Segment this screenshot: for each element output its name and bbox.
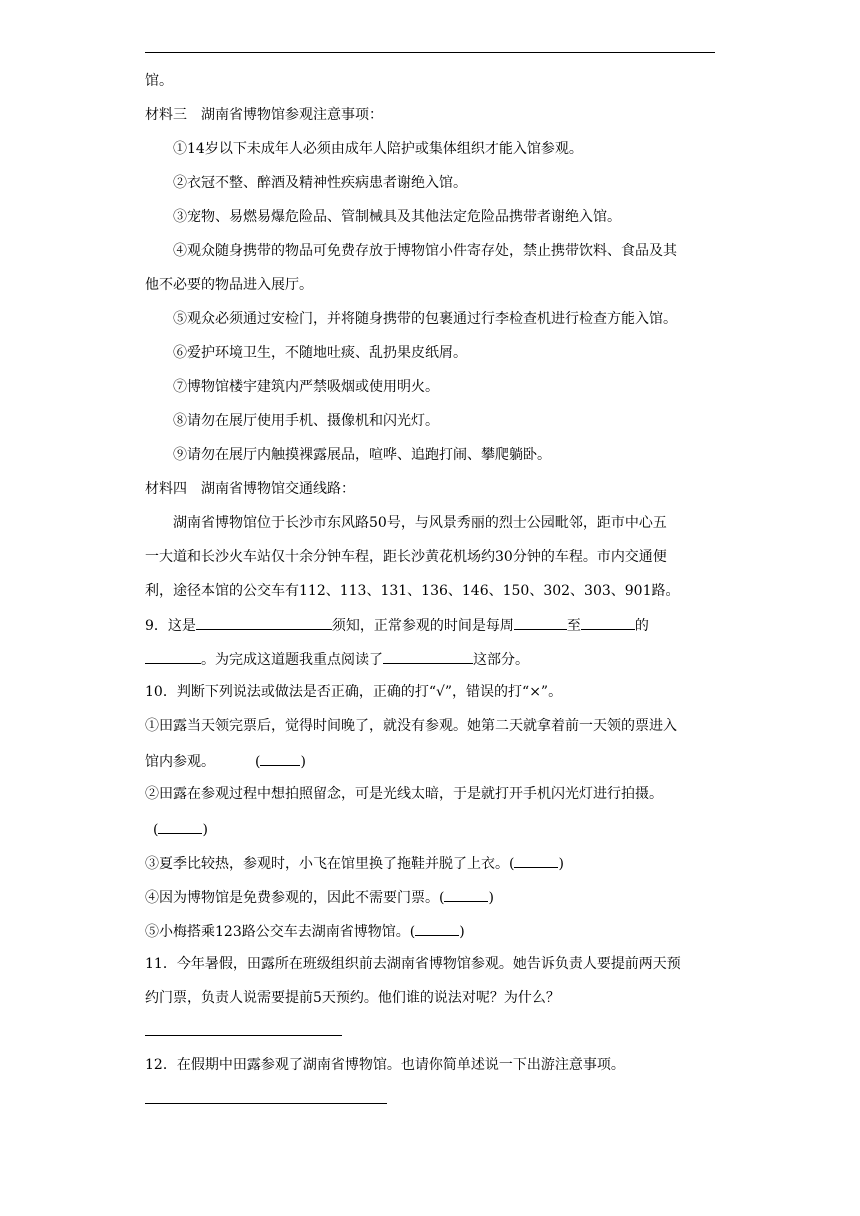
q10-answer-blank-4[interactable] bbox=[444, 886, 488, 902]
notice-item: ⑤观众必须通过安检门，并将随身携带的包裹通过行李检查机进行检查方能入馆。 bbox=[173, 311, 677, 327]
q9-blank-time[interactable] bbox=[145, 648, 201, 664]
q9-text: 9．这是 bbox=[145, 618, 196, 634]
notice-item: ⑥爱护环境卫生，不随地吐痰、乱扔果皮纸屑。 bbox=[173, 345, 467, 361]
q10-item-5 bbox=[145, 920, 465, 942]
question-11-line-2: 约门票，负责人说需要提前5天预约。他们谁的说法对呢？为什么？ bbox=[145, 990, 560, 1006]
q10-answer-blank-2[interactable] bbox=[158, 818, 202, 834]
paren: ) bbox=[459, 924, 465, 940]
notice-item: ④观众随身携带的物品可免费存放于博物馆小件寄存处，禁止携带饮料、食品及其 bbox=[173, 243, 677, 259]
q10-item-text: ④因为博物馆是免费参观的，因此不需要门票。 bbox=[145, 890, 439, 906]
material-4-title: 材料四 湖南省博物馆交通线路： bbox=[145, 481, 355, 497]
question-9-line-2 bbox=[145, 648, 529, 670]
paren: ( bbox=[153, 822, 159, 838]
q10-answer-blank-3[interactable] bbox=[514, 852, 558, 868]
transit-text: 湖南省博物馆位于长沙市东风路50号，与风景秀丽的烈士公园毗邻，距市中心五 bbox=[173, 515, 667, 531]
q9-text: 。为完成这道题我重点阅读了 bbox=[201, 652, 383, 668]
paren: ( bbox=[509, 856, 515, 872]
q10-item-3 bbox=[145, 852, 564, 874]
continued-text: 馆。 bbox=[145, 73, 173, 89]
notice-item: ⑨请勿在展厅内触摸裸露展品，喧哗、追跑打闹、攀爬躺卧。 bbox=[173, 447, 551, 463]
notice-item-cont: 他不必要的物品进入展厅。 bbox=[145, 277, 313, 293]
notice-item: ②衣冠不整、醉酒及精神性疾病患者谢绝入馆。 bbox=[173, 175, 467, 191]
notice-item: ③宠物、易燃易爆危险品、管制械具及其他法定危险品携带者谢绝入馆。 bbox=[173, 209, 621, 225]
notice-item: ⑧请勿在展厅使用手机、摄像机和闪光灯。 bbox=[173, 413, 439, 429]
transit-text: 一大道和长沙火车站仅十余分钟车程，距长沙黄花机场约30分钟的车程。市内交通便 bbox=[145, 549, 667, 565]
q9-blank-material[interactable] bbox=[383, 648, 473, 664]
q9-blank-notice-type[interactable] bbox=[196, 614, 332, 630]
q10-item-4 bbox=[145, 886, 494, 908]
q10-item-text: ③夏季比较热，参观时，小飞在馆里换了拖鞋并脱了上衣。 bbox=[145, 856, 509, 872]
header-rule bbox=[145, 52, 715, 53]
q11-answer-line[interactable] bbox=[145, 1035, 342, 1036]
q10-item-1: ①田露当天领完票后，觉得时间晚了，就没有参观。她第二天就拿着前一天领的票进入 bbox=[145, 718, 677, 734]
q9-text: 至 bbox=[566, 618, 581, 634]
notice-item: ①14岁以下未成年人必须由成年人陪护或集体组织才能入馆参观。 bbox=[173, 141, 583, 157]
q10-item-2-answer bbox=[145, 818, 208, 840]
q9-text: 这部分。 bbox=[473, 652, 529, 668]
paren: ) bbox=[300, 754, 306, 770]
q10-item-2: ②田露在参观过程中想拍照留念，可是光线太暗，于是就打开手机闪光灯进行拍摄。 bbox=[145, 786, 663, 802]
question-10-stem: 10．判断下列说法或做法是否正确，正确的打“√”，错误的打“×”。 bbox=[145, 684, 563, 700]
paren: ) bbox=[488, 890, 494, 906]
question-11-line-1: 11．今年暑假，田露所在班级组织前去湖南省博物馆参观。她告诉负责人要提前两天预 bbox=[145, 956, 681, 972]
notice-item: ⑦博物馆楼宇建筑内严禁吸烟或使用明火。 bbox=[173, 379, 439, 395]
q10-answer-blank-5[interactable] bbox=[415, 920, 459, 936]
paren: ( bbox=[439, 890, 445, 906]
q10-answer-blank-1[interactable] bbox=[260, 750, 300, 766]
q9-blank-end-day[interactable] bbox=[581, 614, 635, 630]
q9-text: 的 bbox=[634, 618, 649, 634]
q9-blank-start-day[interactable] bbox=[514, 614, 567, 630]
q10-item-1-cont bbox=[145, 750, 306, 772]
transit-text: 利，途径本馆的公交车有112、113、131、136、146、150、302、303、901路。 bbox=[145, 583, 680, 599]
question-12: 12．在假期中田露参观了湖南省博物馆。也请你简单述说一下出游注意事项。 bbox=[145, 1057, 625, 1073]
q9-text: 须知，正常参观的时间是每周 bbox=[331, 618, 514, 634]
q10-item-text: 馆内参观。 bbox=[145, 754, 215, 770]
q10-item-text: ⑤小梅搭乘123路公交车去湖南省博物馆。 bbox=[145, 924, 410, 940]
paren: ( bbox=[409, 924, 416, 940]
paren: ) bbox=[202, 822, 208, 838]
question-9-line-1 bbox=[145, 614, 649, 636]
paren: ) bbox=[558, 856, 564, 872]
paren: ( bbox=[255, 754, 261, 770]
q12-answer-line[interactable] bbox=[145, 1103, 387, 1104]
material-3-title: 材料三 湖南省博物馆参观注意事项： bbox=[145, 107, 383, 123]
